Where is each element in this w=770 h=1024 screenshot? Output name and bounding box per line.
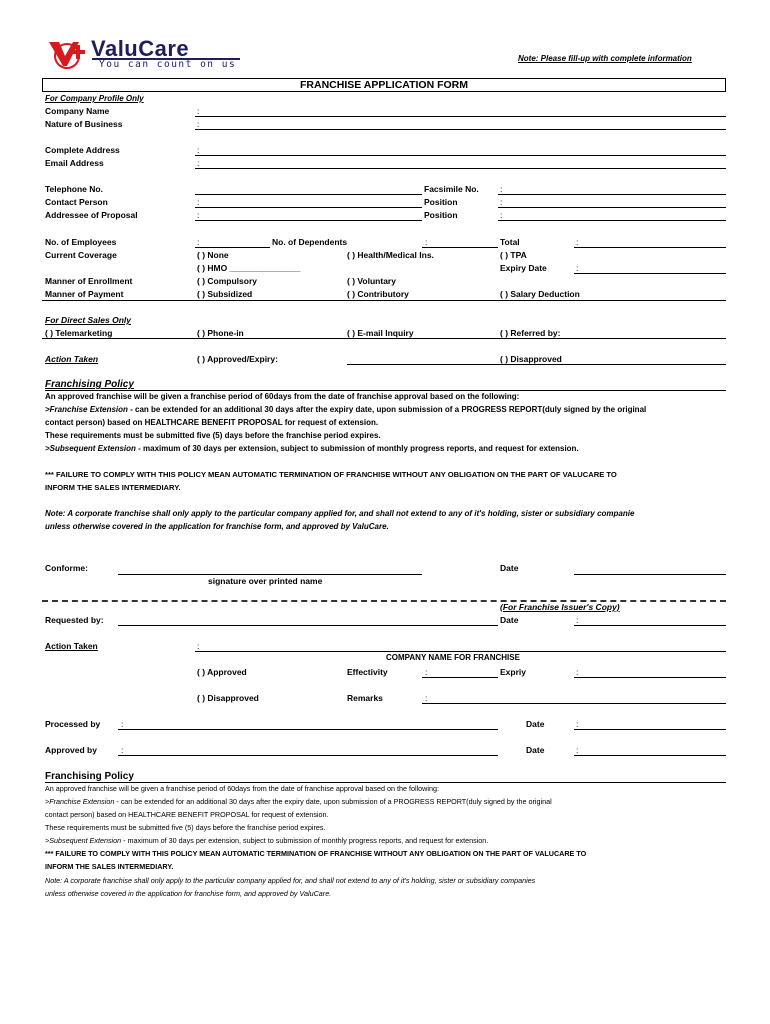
total-label: Total xyxy=(500,237,520,247)
colon: : xyxy=(197,641,200,651)
email-address-label: Email Address xyxy=(45,158,104,168)
option-hmo[interactable]: ( ) HMO _______________ xyxy=(197,263,301,273)
policy2-paragraph-1: An approved franchise will be given a franchise period of 60days from the date of franchise approval based on the following: xyxy=(45,784,439,793)
approved-date-label: Date xyxy=(526,745,545,755)
nature-of-business-label: Nature of Business xyxy=(45,119,123,129)
valucare-logo xyxy=(45,36,245,72)
option-contributory[interactable]: ( ) Contributory xyxy=(347,289,409,299)
approved-expiry-field[interactable] xyxy=(347,364,498,365)
colon: : xyxy=(425,693,428,703)
colon: : xyxy=(121,719,124,729)
requested-by-label: Requested by: xyxy=(45,615,104,625)
position-label-1: Position xyxy=(424,197,458,207)
policy-heading-underline xyxy=(45,390,726,391)
contact-person-label: Contact Person xyxy=(45,197,108,207)
total-field[interactable] xyxy=(574,247,726,248)
policy-note-2: unless otherwise covered in the application for franchise form, and approved by ValuCare. xyxy=(45,522,389,531)
policy2-extension-line-2: contact person) based on HEALTHCARE BENEFIT PROPOSAL for request of extension. xyxy=(45,810,329,819)
approved-by-label: Approved by xyxy=(45,745,97,755)
policy-subsequent-line xyxy=(45,444,579,453)
policy2-extension-line xyxy=(45,797,552,806)
policy2-subsequent-line xyxy=(45,836,488,845)
policy2-heading-underline xyxy=(45,782,726,783)
brand-name: ValuCare xyxy=(91,36,190,61)
brand-tagline: You can count on us xyxy=(99,59,237,70)
colon: : xyxy=(576,667,579,677)
option-none[interactable]: ( ) None xyxy=(197,250,229,260)
position-field-2[interactable] xyxy=(498,220,726,221)
option-voluntary[interactable]: ( ) Voluntary xyxy=(347,276,396,286)
policy2-note-2: unless otherwise covered in the application for franchise form, and approved by ValuCare. xyxy=(45,889,332,898)
colon: : xyxy=(197,158,200,168)
processed-by-field[interactable] xyxy=(118,729,498,730)
colon: : xyxy=(576,263,579,273)
option-tpa[interactable]: ( ) TPA xyxy=(500,250,527,260)
conforme-date-field[interactable] xyxy=(574,574,726,575)
colon: : xyxy=(500,197,503,207)
colon: : xyxy=(425,667,428,677)
num-employees-field[interactable] xyxy=(195,247,270,248)
colon: : xyxy=(576,745,579,755)
disapproved-field[interactable] xyxy=(498,364,726,365)
policy-paragraph-1: An approved franchise will be given a franchise period of 60days from the date of franchise approval based on the following: xyxy=(45,392,520,401)
option-health-medical[interactable]: ( ) Health/Medical Ins. xyxy=(347,250,434,260)
colon: : xyxy=(197,106,200,116)
contact-person-field[interactable] xyxy=(195,207,422,208)
company-name-field[interactable] xyxy=(195,116,726,117)
colon: : xyxy=(500,210,503,220)
policy-note-1: Note: A corporate franchise shall only apply to the particular company applied for, and shall not extend to any of it's holding, sister or subsidiary companie xyxy=(45,509,635,518)
colon: : xyxy=(576,615,579,625)
processed-date-field[interactable] xyxy=(574,729,726,730)
policy2-note-1: Note: A corporate franchise shall only apply to the particular company applied for, and shall not extend to any of it's holding, sister or subsidiary companies xyxy=(45,876,536,885)
colon: : xyxy=(197,197,200,207)
num-employees-label: No. of Employees xyxy=(45,237,117,247)
header-note: Note: Please fill-up with complete information xyxy=(518,54,692,63)
approved-date-field[interactable] xyxy=(574,755,726,756)
processed-date-label: Date xyxy=(526,719,545,729)
company-name-for-franchise: COMPANY NAME FOR FRANCHISE xyxy=(386,653,520,662)
telephone-label: Telephone No. xyxy=(45,184,103,194)
colon: : xyxy=(500,184,503,194)
position-field-1[interactable] xyxy=(498,207,726,208)
policy2-extension-text: - can be extended for an additional 30 days after the expiry date, upon submission of a PROGRESS REPORT(duly signed by the original xyxy=(114,797,552,806)
addressee-label: Addressee of Proposal xyxy=(45,210,138,220)
facsimile-label: Facsimile No. xyxy=(424,184,479,194)
option-telemarketing[interactable]: ( ) Telemarketing xyxy=(45,328,113,338)
num-dependents-field[interactable] xyxy=(422,247,498,248)
colon: : xyxy=(197,119,200,129)
action-taken-label: Action Taken xyxy=(45,354,99,364)
option-issuer-disapproved[interactable]: ( ) Disapproved xyxy=(197,693,259,703)
num-dependents-label: No. of Dependents xyxy=(272,237,348,247)
issuer-action-taken-label: Action Taken xyxy=(45,641,98,651)
extension-text-2: (duly signed by the original xyxy=(542,405,647,414)
option-subsidized[interactable]: ( ) Subsidized xyxy=(197,289,253,299)
direct-sales-heading: For Direct Sales Only xyxy=(45,315,131,325)
expiry-label: Expriy xyxy=(500,667,526,677)
addressee-field[interactable] xyxy=(195,220,422,221)
colon: : xyxy=(197,237,200,247)
remarks-label: Remarks xyxy=(347,693,383,703)
option-issuer-approved[interactable]: ( ) Approved xyxy=(197,667,247,677)
option-phone-in[interactable]: ( ) Phone-in xyxy=(197,328,244,338)
logo-underline xyxy=(92,58,240,60)
direct-sales-divider xyxy=(42,338,726,339)
subsequent-text: - maximum of 30 days per extension, subject to submission of monthly progress reports, and request for extension. xyxy=(135,444,579,453)
approved-by-field[interactable] xyxy=(118,755,498,756)
effectivity-field[interactable] xyxy=(422,677,498,678)
processed-by-label: Processed by xyxy=(45,719,101,729)
expiry-date-field[interactable] xyxy=(574,273,726,274)
colon: : xyxy=(576,237,579,247)
signature-caption: signature over printed name xyxy=(208,576,323,586)
company-name-label: Company Name xyxy=(45,106,110,116)
manner-enrollment-label: Manner of Enrollment xyxy=(45,276,133,286)
telephone-field[interactable] xyxy=(195,194,422,195)
policy-extension-line-2 xyxy=(45,418,378,427)
conforme-date-label: Date xyxy=(500,563,519,573)
franchising-policy-heading-2: Franchising Policy xyxy=(45,771,134,782)
extension-line2b: HEALTHCARE BENEFIT PROPOSAL xyxy=(144,418,283,427)
policy2-subsequent-text: - maximum of 30 days per extension, subject to submission of monthly progress reports, and request for extension. xyxy=(121,836,489,845)
colon: : xyxy=(576,719,579,729)
policy2-requirements: These requirements must be submitted five (5) days before the franchise period expires. xyxy=(45,823,326,832)
issuer-copy-label: (For Franchise Issuer's Copy) xyxy=(500,602,620,612)
position-label-2: Position xyxy=(424,210,458,220)
form-title: FRANCHISE APPLICATION FORM xyxy=(300,79,468,91)
option-salary-deduction[interactable]: ( ) Salary Deduction xyxy=(500,289,580,299)
option-approved-expiry[interactable]: ( ) Approved/Expiry: xyxy=(197,354,278,364)
option-referred-by[interactable]: ( ) Referred by: xyxy=(500,328,561,338)
subsequent-label: >Subsequent Extension xyxy=(45,444,136,453)
policy-extension-line xyxy=(45,405,646,414)
conforme-label: Conforme: xyxy=(45,563,88,573)
policy2-failure-2: INFORM THE SALES INTERMEDIARY. xyxy=(45,862,174,871)
colon: : xyxy=(197,210,200,220)
remarks-field[interactable] xyxy=(422,703,726,704)
policy2-extension-label: >Franchise Extension xyxy=(45,797,115,806)
conforme-signature-field[interactable] xyxy=(118,574,422,575)
cut-line xyxy=(42,600,726,602)
policy-failure-1: *** FAILURE TO COMPLY WITH THIS POLICY MEAN AUTOMATIC TERMINATION OF FRANCHISE WITHOUT ANY OBLIGATION ON THE PART OF VALUCARE TO xyxy=(45,470,617,479)
manner-payment-label: Manner of Payment xyxy=(45,289,124,299)
policy2-failure-1: *** FAILURE TO COMPLY WITH THIS POLICY MEAN AUTOMATIC TERMINATION OF FRANCHISE WITHOUT ANY OBLIGATION ON THE PART OF VALUCARE TO xyxy=(45,849,587,858)
valucare-logo-mark-icon xyxy=(45,36,89,70)
requested-by-field[interactable] xyxy=(118,625,498,626)
colon: : xyxy=(121,745,124,755)
extension-text: - can be extended for an additional 30 days after the expiry date, upon submission of a xyxy=(127,405,462,414)
extension-line2c: for request of extension. xyxy=(282,418,379,427)
policy-requirements: These requirements must be submitted five (5) days before the franchise period expires. xyxy=(45,431,381,440)
progress-report-text: PROGRESS REPORT xyxy=(461,405,543,414)
expiry-field[interactable] xyxy=(574,677,726,678)
extension-label: >Franchise Extension xyxy=(45,405,128,414)
colon: : xyxy=(197,145,200,155)
company-profile-heading: For Company Profile Only xyxy=(45,94,144,103)
email-address-field[interactable] xyxy=(195,168,726,169)
effectivity-label: Effectivity xyxy=(347,667,388,677)
complete-address-field[interactable] xyxy=(195,155,726,156)
issuer-date-field[interactable] xyxy=(574,625,726,626)
option-email-inquiry[interactable]: ( ) E-mail Inquiry xyxy=(347,328,414,338)
issuer-action-taken-field[interactable] xyxy=(195,651,726,652)
franchising-policy-heading: Franchising Policy xyxy=(45,379,134,390)
complete-address-label: Complete Address xyxy=(45,145,120,155)
form-title-box xyxy=(42,78,726,92)
extension-line2a: contact person) based on xyxy=(45,418,145,427)
issuer-date-label: Date xyxy=(500,615,519,625)
nature-of-business-field[interactable] xyxy=(195,129,726,130)
facsimile-field[interactable] xyxy=(498,194,726,195)
policy2-subsequent-label: >Subsequent Extension xyxy=(45,836,122,845)
option-disapproved[interactable]: ( ) Disapproved xyxy=(500,354,562,364)
option-compulsory[interactable]: ( ) Compulsory xyxy=(197,276,257,286)
current-coverage-label: Current Coverage xyxy=(45,250,117,260)
colon: : xyxy=(425,237,428,247)
policy-failure-2: INFORM THE SALES INTERMEDIARY. xyxy=(45,483,181,492)
payment-divider xyxy=(42,300,726,301)
expiry-date-label: Expiry Date xyxy=(500,263,547,273)
